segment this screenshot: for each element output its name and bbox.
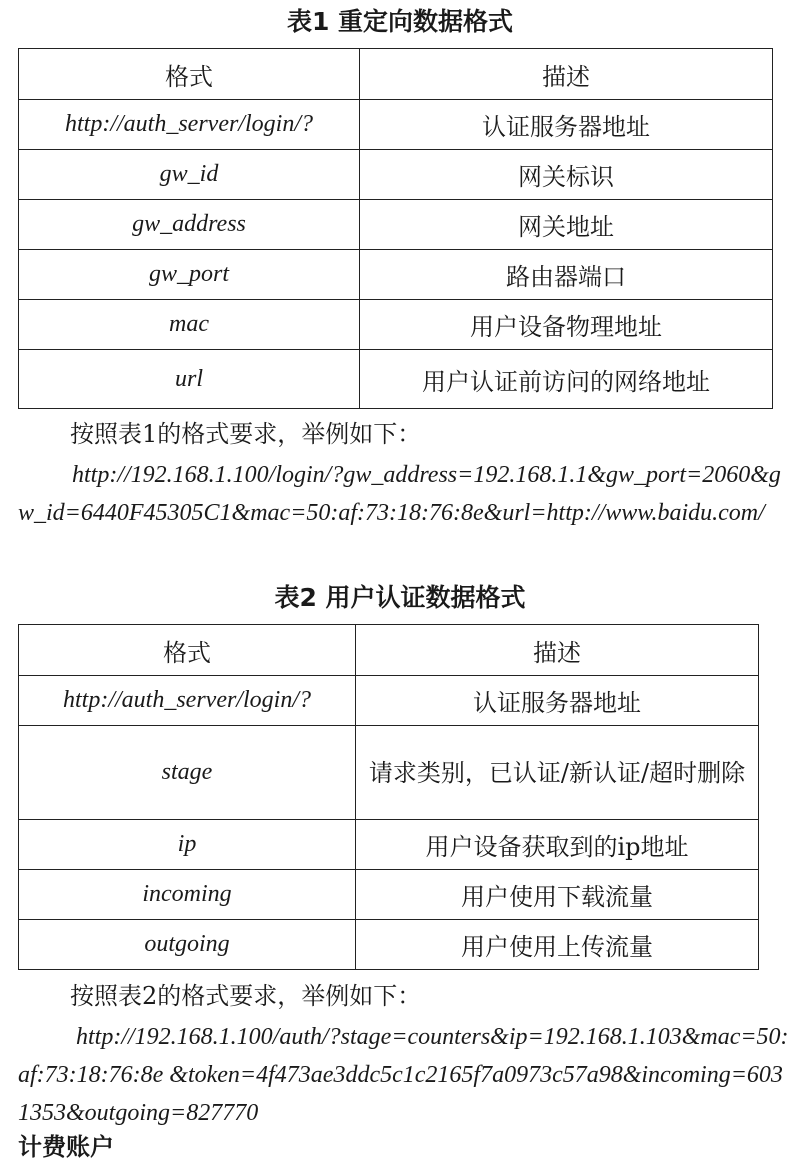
- table1-desc-cell: 认证服务器地址: [360, 100, 773, 150]
- table1-header-desc: 描述: [360, 49, 773, 100]
- table1-format-cell: http://auth_server/login/?: [19, 100, 360, 150]
- table1-desc-cell: 网关地址: [360, 200, 773, 250]
- table-row: [19, 350, 773, 409]
- table-row: [19, 250, 773, 300]
- table-row: [19, 920, 759, 970]
- table-row: [19, 100, 773, 150]
- table2-header-row: [19, 625, 759, 676]
- table2-desc-cell: 认证服务器地址: [356, 676, 759, 726]
- table2-format-cell: http://auth_server/login/?: [19, 676, 356, 726]
- table1-desc-cell: 网关标识: [360, 150, 773, 200]
- table-row: [19, 676, 759, 726]
- table1-format-cell: gw_address: [19, 200, 360, 250]
- table1-desc-cell: 用户设备物理地址: [360, 300, 773, 350]
- paragraph-2: 按照表2的格式要求，举例如下：: [70, 982, 422, 1010]
- table2-format-cell: outgoing: [19, 920, 356, 970]
- table2-header-desc: 描述: [356, 625, 759, 676]
- table2-format-cell: stage: [19, 726, 356, 820]
- table-row: [19, 200, 773, 250]
- table1: [18, 48, 773, 409]
- table1-header-format: 格式: [19, 49, 360, 100]
- table2-format-cell: incoming: [19, 870, 356, 920]
- table1-format-cell: gw_port: [19, 250, 360, 300]
- table-row: [19, 300, 773, 350]
- table2-format-cell: ip: [19, 820, 356, 870]
- table1-header-row: [19, 49, 773, 100]
- table1-desc-cell: 用户认证前访问的网络地址: [360, 350, 773, 409]
- table2: [18, 624, 759, 970]
- table1-desc-cell: 路由器端口: [360, 250, 773, 300]
- table2-header-format: 格式: [19, 625, 356, 676]
- table2-desc-cell: 用户使用上传流量: [356, 920, 759, 970]
- table2-caption: 表2 用户认证数据格式: [274, 583, 526, 612]
- table1-format-cell: gw_id: [19, 150, 360, 200]
- paragraph-1: 按照表1的格式要求，举例如下：: [70, 420, 422, 448]
- table1-caption: 表1 重定向数据格式: [286, 7, 514, 36]
- table-row: [19, 726, 759, 820]
- table2-desc-cell: 用户使用下载流量: [356, 870, 759, 920]
- table-row: [19, 870, 759, 920]
- table1-format-cell: url: [19, 350, 360, 409]
- table2-desc-cell: 用户设备获取到的ip地址: [356, 820, 759, 870]
- table2-desc-cell: 请求类别，已认证/新认证/超时删除: [356, 726, 759, 820]
- table-row: [19, 150, 773, 200]
- example-url-2: http://192.168.1.100/auth/?stage=counters&ip=192.168.1.103&mac=50:af:73:18:76:8e &token=4f473ae3ddc5c1c2165f7a0973c57a98&incoming=6031353&outgoing=827770: [18, 1024, 789, 1126]
- table-row: [19, 820, 759, 870]
- cutoff-heading: 计费账户: [18, 1133, 114, 1161]
- example-url-1: http://192.168.1.100/login/?gw_address=192.168.1.1&gw_port=2060&gw_id=6440F45305C1&mac=50:af:73:18:76:8e&url=http://www.baidu.com/: [18, 462, 781, 526]
- table1-format-cell: mac: [19, 300, 360, 350]
